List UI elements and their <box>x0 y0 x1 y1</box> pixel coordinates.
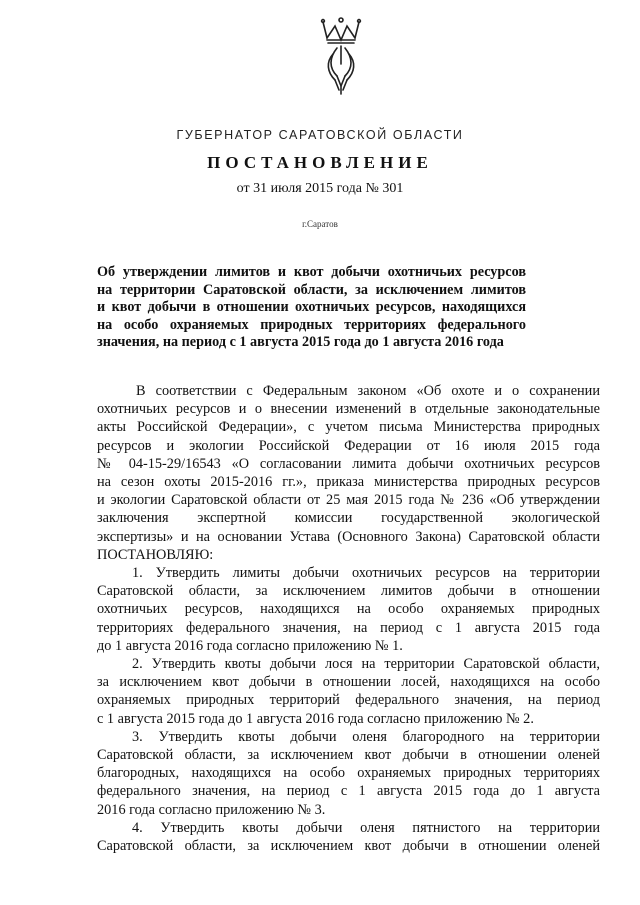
body-line: с 1 августа 2015 года до 1 августа 2016 года согласно приложению № 2. <box>97 710 534 727</box>
body-line: Саратовской области, за исключением квот добычи в отношении оленей <box>97 747 600 764</box>
body-line: ресурсов и экологии Российской Федерации от 16 июля 2015 года <box>97 437 600 454</box>
body-line: на сезон охоты 2015-2016 гг.», приказа министерства природных ресурсов <box>97 474 600 491</box>
crown-emblem-icon <box>313 14 369 98</box>
body-line: федерального значения, на период с 1 августа 2015 года до 1 августа <box>97 783 600 800</box>
document-body <box>97 382 600 855</box>
decree-word: ПОСТАНОВЛЯЮ: <box>97 546 214 563</box>
subject-line: Об утверждении лимитов и квот добычи охотничьих ресурсов <box>97 264 526 280</box>
subject-line: значения, на период с 1 августа 2015 года до 1 августа 2016 года <box>97 334 504 351</box>
body-line: акты Российской Федерации», с учетом письма Министерства природных <box>97 419 600 436</box>
body-line: экспертизы» и на основании Устава (Основного Закона) Саратовской области <box>97 528 600 545</box>
subject-line: на особо охраняемых природных территориях федерального <box>97 316 526 333</box>
document-place: г.Саратов <box>302 219 338 229</box>
body-line: 1. Утвердить лимиты добычи охотничьих ресурсов на территории <box>132 565 600 582</box>
subject-line: на территории Саратовской области, за исключением лимитов <box>97 281 526 298</box>
body-line: за исключением квот добычи в отношении лосей, находящихся на особо <box>97 674 600 691</box>
body-line: Саратовской области, за исключением квот добычи в отношении оленей <box>97 838 600 855</box>
document-date-number: от 31 июля 2015 года № 301 <box>236 181 404 196</box>
body-line: до 1 августа 2016 года согласно приложению № 1. <box>97 637 403 654</box>
body-line: 2. Утвердить квоты добычи лося на территории Саратовской области, <box>132 656 600 673</box>
body-line: Саратовской области, за исключением лимитов добычи в отношении <box>97 583 600 600</box>
body-line: территориях федерального значения, на период с 1 августа 2015 года <box>97 619 600 636</box>
subject-line: и квот добычи в отношении охотничьих ресурсов, находящихся <box>97 299 526 316</box>
body-line: охотничьих ресурсов, находящихся на особо охраняемых природных <box>97 601 600 618</box>
body-line: охотничьих ресурсов и о внесении изменений в отдельные законодательные <box>97 401 600 418</box>
body-line: 3. Утвердить квоты добычи оленя благородного на территории <box>132 728 600 745</box>
body-line: № 04-15-29/16543 «О согласовании лимита добычи охотничьих ресурсов <box>97 455 600 472</box>
body-line: В соответствии с Федеральным законом «Об охоте и о сохранении <box>136 383 600 399</box>
body-line: 4. Утвердить квоты добычи оленя пятнистого на территории <box>132 819 600 836</box>
authority-title: ГУБЕРНАТОР САРАТОВСКОЙ ОБЛАСТИ <box>176 128 464 142</box>
body-line: благородных, находящихся на особо охраняемых природных территориях <box>97 765 600 782</box>
body-line: заключения экспертной комиссии государственной экологической <box>97 510 600 527</box>
body-line: 2016 года согласно приложению № 3. <box>97 801 326 818</box>
body-line: и экологии Саратовской области от 25 мая 2015 года № 236 «Об утверждении <box>97 492 600 509</box>
document-subject <box>97 264 526 352</box>
document-type: ПОСТАНОВЛЕНИЕ <box>207 153 433 172</box>
body-line: охраняемых природных территорий федерального значения, на период <box>97 692 600 709</box>
